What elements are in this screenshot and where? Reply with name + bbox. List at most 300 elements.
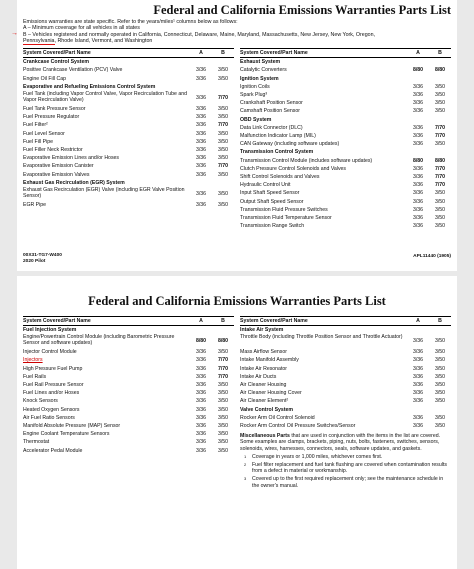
table-row <box>240 124 451 132</box>
table-row <box>23 447 234 455</box>
coverage-b <box>429 116 451 124</box>
section-heading <box>240 148 451 156</box>
intro-line: Emissions warranties are state specific. Refer to the years/miles¹ columns below as follows: <box>23 19 238 25</box>
coverage-a: 3/36 <box>412 174 424 181</box>
coverage-a <box>407 75 429 83</box>
coverage-b <box>212 58 234 66</box>
coverage-b: 3/50 <box>217 406 229 413</box>
coverage-b: 3/50 <box>434 100 446 107</box>
footnote-mark: 1 <box>244 453 247 459</box>
coverage-a <box>407 406 429 414</box>
coverage-b: 3/50 <box>434 141 446 148</box>
coverage-b: 7/70 <box>217 365 229 372</box>
coverage-a: 3/36 <box>412 165 424 172</box>
coverage-b: 7/70 <box>434 182 446 189</box>
part-name: Intake Manifold Assembly <box>240 357 299 364</box>
coverage-a: 3/36 <box>412 198 424 205</box>
coverage-a: 3/36 <box>412 182 424 189</box>
coverage-b: 7/70 <box>217 163 229 170</box>
coverage-a: 3/36 <box>195 171 207 178</box>
header-b: B <box>221 50 225 57</box>
part-name: Fuel Rail Pressure Sensor <box>23 382 84 389</box>
table-row <box>240 157 451 165</box>
doc-code <box>23 253 62 265</box>
legend-b <box>11 29 451 45</box>
coverage-a: 3/36 <box>412 373 424 380</box>
coverage-a: 3/36 <box>412 390 424 397</box>
header-part: System Covered/Part Name <box>240 318 308 324</box>
coverage-b: 7/70 <box>217 122 229 129</box>
coverage-b: 3/50 <box>434 190 446 197</box>
part-name: Malfunction Indicator Lamp (MIL) <box>240 133 316 140</box>
coverage-b: 3/50 <box>217 191 229 198</box>
coverage-b: 3/50 <box>217 431 229 438</box>
part-name: Input Shaft Speed Sensor <box>240 190 300 197</box>
coverage-b: 8/80 <box>434 157 446 164</box>
coverage-a: 3/36 <box>195 373 207 380</box>
part-name: Transmission Fluid Pressure Switches <box>240 206 328 213</box>
table-row <box>240 381 451 389</box>
part-name: Fuel Level Sensor <box>23 130 65 137</box>
part-name: Fuel Rails <box>23 373 47 380</box>
coverage-b <box>429 58 451 66</box>
part-name: Evaporative Emission Lines and/or Hoses <box>23 155 120 162</box>
coverage-a: 3/36 <box>412 133 424 140</box>
header-part: System Covered/Part Name <box>240 50 308 57</box>
doc-code-line1: 00X31-TG7-W400 <box>23 253 62 258</box>
coverage-a <box>407 326 429 334</box>
part-name: Exhaust Gas Recirculation (EGR) System <box>23 179 125 186</box>
table-row <box>240 173 451 181</box>
part-name: Crankcase Control System <box>23 59 90 66</box>
coverage-a <box>190 179 212 187</box>
part-name: Positive Crankcase Ventilation (PCV) Valve <box>23 67 123 74</box>
coverage-b: 3/50 <box>217 390 229 397</box>
part-name: Intake Air Resonator <box>240 365 288 372</box>
part-name: Fuel Filter² <box>23 122 48 129</box>
part-name: Air Cleaner Housing Cover <box>240 390 302 397</box>
coverage-a: 3/36 <box>195 423 207 430</box>
coverage-b: 3/50 <box>217 349 229 356</box>
coverage-a <box>407 58 429 66</box>
part-name: Accelerator Pedal Module <box>23 447 83 454</box>
table-header <box>240 316 451 326</box>
part-name: Intake Air Ducts <box>240 373 277 380</box>
part-name: Engine Coolant Temperature Sensors <box>23 431 110 438</box>
table-header <box>23 316 234 326</box>
coverage-b <box>429 75 451 83</box>
part-name: Evaporative Emission Valves <box>23 171 90 178</box>
part-name: OBD System <box>240 116 272 123</box>
coverage-a: 3/36 <box>412 423 424 430</box>
coverage-a: 3/36 <box>412 382 424 389</box>
page-title: Federal and California Emissions Warranties Parts List <box>88 294 386 308</box>
table-row <box>23 113 234 121</box>
part-name: Transmission Range Switch <box>240 223 305 230</box>
part-name: Air Cleaner Element² <box>240 398 289 405</box>
coverage-a <box>190 83 212 91</box>
coverage-b <box>212 326 234 334</box>
coverage-b <box>212 83 234 91</box>
part-name: Throttle Body (including Throttle Position Sensor and Throttle Actuator) <box>240 334 403 341</box>
coverage-a: 3/36 <box>412 349 424 356</box>
parts-list-page-1 <box>11 0 457 271</box>
table-row <box>240 365 451 373</box>
table-row <box>240 348 451 356</box>
coverage-b: 3/50 <box>217 423 229 430</box>
coverage-b: 3/50 <box>434 198 446 205</box>
coverage-b: 3/50 <box>217 382 229 389</box>
table-row <box>240 356 451 364</box>
coverage-b: 3/50 <box>217 202 229 209</box>
coverage-b: 3/50 <box>434 390 446 397</box>
misc-label: Miscellaneous Parts <box>240 433 290 440</box>
doc-code-line2: 2020 Pilot <box>23 259 46 264</box>
legend-b-suffix: , Rhode Island, Vermont, and Washington <box>54 37 153 44</box>
coverage-b <box>429 406 451 414</box>
section-heading <box>240 58 451 66</box>
table-row <box>240 99 451 107</box>
coverage-a: 3/36 <box>195 106 207 112</box>
coverage-b: 3/50 <box>217 439 229 446</box>
part-name: Crankshaft Position Sensor <box>240 100 303 107</box>
coverage-b: 3/50 <box>434 83 446 90</box>
part-name: Rocker Arm Oil Control Solenoid <box>240 414 315 421</box>
coverage-a: 8/80 <box>412 157 424 164</box>
table-row <box>23 66 234 74</box>
coverage-a: 3/36 <box>195 398 207 405</box>
part-name: Air Fuel Ratio Sensors <box>23 414 75 421</box>
coverage-a: 3/36 <box>195 202 207 209</box>
table-body <box>240 326 451 430</box>
table-row <box>23 381 234 389</box>
part-name: Valve Control System <box>240 406 294 413</box>
coverage-b: 3/50 <box>434 373 446 380</box>
header-b: B <box>438 50 442 57</box>
legend-b-prefix: B – Vehicles registered and normally operated in California, Connecticut, Delaware, Maine, Maryland, Massachusetts, New Jersey, New York, Oregon, <box>23 31 376 38</box>
coverage-a: 3/36 <box>195 357 207 364</box>
part-name: Engine Oil Fill Cap <box>23 75 66 82</box>
table-row <box>240 334 451 348</box>
table-row <box>240 66 451 74</box>
part-name: Evaporative and Refueling Emissions Control System <box>23 83 156 90</box>
coverage-b: 3/50 <box>434 215 446 222</box>
table-row <box>23 121 234 129</box>
table-body <box>23 58 234 209</box>
footnotes <box>240 454 451 489</box>
coverage-a: 3/36 <box>195 75 207 82</box>
table-row <box>23 389 234 397</box>
table-row <box>240 222 451 230</box>
table-row <box>240 181 451 189</box>
table-body <box>240 58 451 230</box>
header-part: System Covered/Part Name <box>23 50 91 57</box>
coverage-a: 3/36 <box>195 138 207 145</box>
table-row <box>23 422 234 430</box>
part-name: Clutch Pressure Control Solenoids and Valves <box>240 165 347 172</box>
table-row <box>240 373 451 381</box>
coverage-a: 3/36 <box>195 147 207 154</box>
section-heading <box>240 406 451 414</box>
section-heading <box>23 58 234 66</box>
table-row <box>240 198 451 206</box>
coverage-a: 3/36 <box>412 206 424 213</box>
parts-list-page-2 <box>17 276 457 569</box>
coverage-b: 3/50 <box>217 447 229 454</box>
table-row <box>240 165 451 173</box>
coverage-a: 3/36 <box>412 215 424 222</box>
part-name: Fuel Tank Pressure Sensor <box>23 106 86 112</box>
coverage-b: 3/50 <box>434 398 446 405</box>
table-row <box>23 430 234 438</box>
footnote-mark: 3 <box>244 476 247 482</box>
table-row <box>23 406 234 414</box>
parts-tables <box>23 48 451 230</box>
section-heading <box>23 179 234 187</box>
section-heading <box>240 326 451 334</box>
coverage-a: 3/36 <box>195 163 207 170</box>
page-title: Federal and California Emissions Warranties Parts List <box>153 3 451 17</box>
table-row <box>23 373 234 381</box>
coverage-b: 7/70 <box>434 133 446 140</box>
part-name: Ignition System <box>240 75 279 82</box>
part-name: Transmission Control Module (includes software updates) <box>240 157 373 164</box>
table-body <box>23 326 234 455</box>
table-row <box>23 201 234 209</box>
misc-text: that are used in conjunction with the items in the list are covered. Some examples are clamps, brackets, piping, nuts, bolts, fasteners, switches, sensors, solenoids, wires, harnesses, connectors, seals, software updates, and gaskets. <box>240 433 441 452</box>
part-name: Intake Air System <box>240 327 284 333</box>
part-name: CAN Gateway (including software updates) <box>240 141 340 148</box>
coverage-b <box>429 148 451 156</box>
coverage-b: 3/50 <box>217 75 229 82</box>
table-row <box>240 91 451 99</box>
part-name: Mass Airflow Sensor <box>240 349 287 356</box>
table-row <box>23 414 234 422</box>
table-row <box>23 365 234 373</box>
coverage-a: 3/36 <box>412 190 424 197</box>
header-part: System Covered/Part Name <box>23 318 91 324</box>
table-row <box>240 132 451 140</box>
section-heading <box>240 75 451 83</box>
coverage-a: 3/36 <box>412 100 424 107</box>
coverage-a: 3/36 <box>195 191 207 198</box>
coverage-a: 3/36 <box>412 365 424 372</box>
part-name: EGR Pipe <box>23 202 47 209</box>
coverage-a: 3/36 <box>195 439 207 446</box>
part-name: Data Link Connector (DLC) <box>240 124 303 131</box>
coverage-a: 3/36 <box>412 124 424 131</box>
table-row <box>240 140 451 148</box>
section-heading <box>23 83 234 91</box>
table-row <box>240 189 451 197</box>
part-name: Output Shaft Speed Sensor <box>240 198 304 205</box>
table-row <box>240 83 451 91</box>
coverage-b: 7/70 <box>217 373 229 380</box>
part-name: Injector Control Module <box>23 349 77 356</box>
intro-text <box>11 19 451 44</box>
part-name: Fuel Filler Neck Restrictor <box>23 147 83 154</box>
parts-tables <box>23 316 451 489</box>
coverage-b: 3/50 <box>217 414 229 421</box>
table-row <box>240 206 451 214</box>
coverage-a <box>190 326 212 334</box>
table-row <box>23 334 234 348</box>
part-name: Heated Oxygen Sensors <box>23 406 80 413</box>
coverage-a: 3/36 <box>412 338 424 345</box>
part-name: Rocker Arm Control Oil Pressure Switches/Sensor <box>240 423 356 430</box>
table-row <box>240 389 451 397</box>
coverage-b: 7/70 <box>434 124 446 131</box>
table-row <box>23 91 234 105</box>
footnote <box>240 462 451 474</box>
table-row <box>240 414 451 422</box>
coverage-a <box>407 148 429 156</box>
table-right <box>240 48 451 230</box>
coverage-b: 3/50 <box>217 155 229 162</box>
footnote <box>240 476 451 488</box>
part-name: Hydraulic Control Unit <box>240 182 291 189</box>
table-row <box>23 438 234 446</box>
table-row <box>240 422 451 430</box>
coverage-b: 3/50 <box>217 171 229 178</box>
part-name: Air Cleaner Housing <box>240 382 287 389</box>
coverage-a: 3/36 <box>412 108 424 115</box>
part-name: Knock Sensors <box>23 398 58 405</box>
coverage-a: 3/36 <box>195 382 207 389</box>
coverage-b: 3/50 <box>434 414 446 421</box>
coverage-b: 7/70 <box>434 165 446 172</box>
table-row <box>23 146 234 154</box>
part-name: Catalytic Converters <box>240 67 287 74</box>
coverage-a: 3/36 <box>195 95 207 101</box>
coverage-a: 3/36 <box>195 390 207 397</box>
section-heading <box>240 116 451 124</box>
coverage-a: 3/36 <box>195 122 207 129</box>
coverage-b: 3/50 <box>434 92 446 98</box>
table-right <box>240 316 451 489</box>
header-a: A <box>416 318 420 324</box>
part-name: Exhaust Gas Recirculation (EGR) Valve (including EGR Valve Position Sensor) <box>23 187 185 199</box>
coverage-b: 3/50 <box>434 349 446 356</box>
table-row <box>23 171 234 179</box>
table-header <box>240 48 451 58</box>
table-row <box>240 397 451 405</box>
coverage-a <box>407 116 429 124</box>
coverage-a: 3/36 <box>195 365 207 372</box>
table-header <box>23 48 234 58</box>
table-row <box>240 107 451 115</box>
coverage-a: 3/36 <box>412 357 424 364</box>
part-name: High Pressure Fuel Pump <box>23 365 83 372</box>
coverage-b: 3/50 <box>434 382 446 389</box>
part-name: Evaporative Emission Canister <box>23 163 94 170</box>
coverage-a: 8/80 <box>195 338 207 345</box>
coverage-a: 3/36 <box>195 414 207 421</box>
legend-a: A – Minimum coverage for all vehicles in all states <box>23 25 140 32</box>
header-b: B <box>438 318 442 324</box>
coverage-a: 3/36 <box>412 414 424 421</box>
part-name: Spark Plug³ <box>240 92 268 98</box>
part-name: Fuel Lines and/or Hoses <box>23 390 80 397</box>
coverage-b: 3/50 <box>434 206 446 213</box>
header-a: A <box>416 50 420 57</box>
footnote-text: Fuel filter replacement and fuel tank flushing are covered when contamination results from a defect in material or workmanship. <box>252 462 447 475</box>
coverage-a: 3/36 <box>195 431 207 438</box>
footnote <box>240 454 451 460</box>
coverage-b <box>212 179 234 187</box>
footnote-text: Coverage in years or 1,000 miles, whichever comes first. <box>252 453 383 460</box>
table-row <box>23 130 234 138</box>
table-row <box>23 138 234 146</box>
coverage-b: 3/50 <box>434 423 446 430</box>
coverage-a: 3/36 <box>412 83 424 90</box>
coverage-b: 3/50 <box>434 338 446 345</box>
table-row <box>23 356 234 364</box>
coverage-a: 3/36 <box>412 398 424 405</box>
doc-id: APL11440 (1905) <box>413 254 451 259</box>
part-name: Camshaft Position Sensor <box>240 108 300 115</box>
part-name: Transmission Fluid Temperature Sensor <box>240 215 332 222</box>
coverage-b: 3/50 <box>434 357 446 364</box>
coverage-a: 3/36 <box>195 114 207 121</box>
coverage-b: 7/70 <box>217 357 229 364</box>
part-name: Injectors <box>23 357 43 364</box>
coverage-a <box>190 58 212 66</box>
coverage-a: 3/36 <box>412 92 424 98</box>
table-left <box>23 316 234 489</box>
part-name: Fuel Injection System <box>23 327 77 333</box>
table-row <box>23 105 234 113</box>
coverage-b: 3/50 <box>434 108 446 115</box>
arrow-icon: → <box>11 29 18 37</box>
coverage-a: 3/36 <box>412 141 424 148</box>
table-row <box>240 214 451 222</box>
section-heading <box>23 326 234 334</box>
misc-parts-paragraph <box>240 433 451 452</box>
coverage-b: 7/70 <box>434 174 446 181</box>
coverage-b: 3/50 <box>217 130 229 137</box>
coverage-b: 7/70 <box>217 95 229 101</box>
table-row <box>23 187 234 201</box>
coverage-b: 3/50 <box>217 398 229 405</box>
header-a: A <box>199 318 203 324</box>
part-name: Manifold Absolute Pressure (MAP) Sensor <box>23 423 121 430</box>
part-name: Fuel Tank (including Vapor Control Valve, Vapor Recirculation Tube and Vapor Recirculation Valve) <box>23 91 187 103</box>
coverage-b: 3/50 <box>217 138 229 145</box>
coverage-b <box>429 326 451 334</box>
part-name: Engine/Powertrain Control Module (including Barometric Pressure Sensor and software updates) <box>23 334 175 346</box>
coverage-a: 3/36 <box>195 130 207 137</box>
coverage-b: 3/50 <box>217 147 229 154</box>
footnote-mark: 2 <box>244 462 247 468</box>
coverage-a: 3/36 <box>195 447 207 454</box>
legend-b-highlight: Pennsylvania <box>23 37 55 44</box>
coverage-b: 3/50 <box>434 223 446 230</box>
coverage-a: 3/36 <box>195 349 207 356</box>
coverage-a: 3/36 <box>195 67 207 74</box>
coverage-b: 3/50 <box>434 365 446 372</box>
coverage-b: 8/80 <box>217 338 229 345</box>
table-row <box>23 348 234 356</box>
part-name: Thermostat <box>23 439 50 446</box>
part-name: Exhaust System <box>240 59 281 66</box>
header-a: A <box>199 50 203 57</box>
table-row <box>23 397 234 405</box>
table-row <box>23 75 234 83</box>
table-row <box>23 154 234 162</box>
part-name: Fuel Pressure Regulator <box>23 114 80 121</box>
coverage-a: 3/36 <box>195 406 207 413</box>
